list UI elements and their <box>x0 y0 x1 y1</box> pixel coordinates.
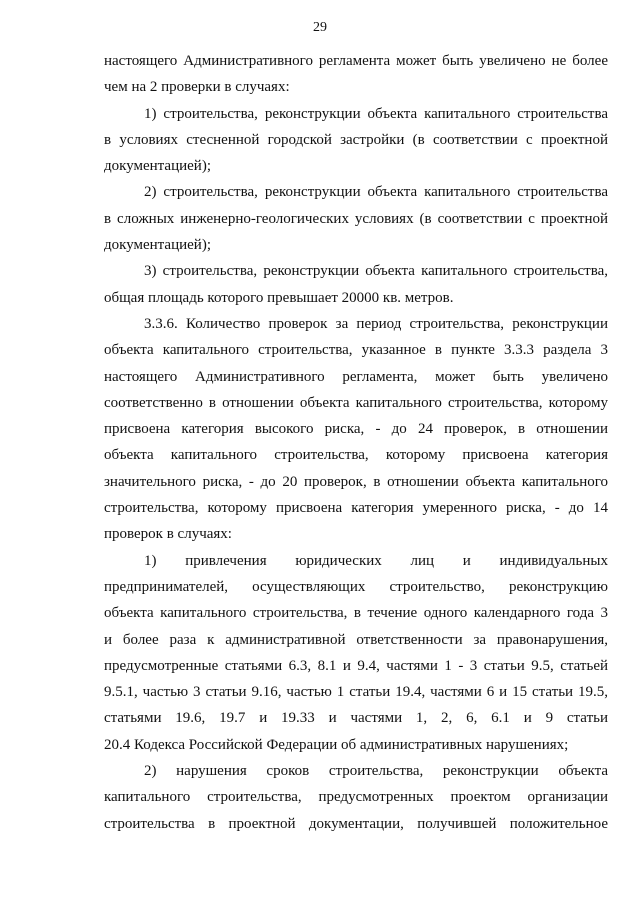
text-line: 3.3.6. Количество проверок за период строительства, реконструкции <box>144 315 608 332</box>
text-line: объекта капитального строительства, указанное в пункте 3.3.3 раздела 3 <box>104 342 608 359</box>
text-line: присвоена категория высокого риска, - до 24 проверок, в отношении <box>104 421 608 438</box>
text-line: проверок в случаях: <box>104 526 232 543</box>
text-line: соответственно в отношении объекта капитального строительства, которому <box>104 394 608 411</box>
document-body <box>104 48 608 837</box>
text-line: документацией); <box>104 237 211 254</box>
text-line: статьями 19.6, 19.7 и 19.33 и частями 1, 2, 6, 6.1 и 9 статьи <box>104 710 608 727</box>
text-line: объекта капитального строительства, в течение одного календарного года 3 <box>104 605 608 622</box>
text-line: 1) привлечения юридических лиц и индивидуальных <box>144 552 608 569</box>
text-line: в сложных инженерно-геологических условиях (в соответствии с проектной <box>104 210 608 227</box>
text-line: предпринимателей, осуществляющих строительство, реконструкцию <box>104 578 608 595</box>
text-line: 2) нарушения сроков строительства, реконструкции объекта <box>144 763 608 780</box>
text-line: общая площадь которого превышает 20000 кв. метров. <box>104 289 454 306</box>
page-number: 29 <box>313 20 327 35</box>
text-line: предусмотренные статьями 6.3, 8.1 и 9.4, частями 1 - 3 статьи 9.5, статьей <box>104 657 608 674</box>
text-line: 1) строительства, реконструкции объекта капитального строительства <box>144 105 608 122</box>
text-line: документацией); <box>104 158 211 175</box>
text-line: 2) строительства, реконструкции объекта капитального строительства <box>144 184 608 201</box>
text-line: строительства, которому присвоена категория умеренного риска, - до 14 <box>104 500 608 517</box>
text-line: значительного риска, - до 20 проверок, в отношении объекта капитального <box>104 473 608 490</box>
text-line: строительства в проектной документации, получившей положительное <box>104 815 608 832</box>
text-line: 20.4 Кодекса Российской Федерации об административных нарушениях; <box>104 736 569 753</box>
text-line: настоящего Административного регламента, может быть увеличено <box>104 368 608 385</box>
text-line: чем на 2 проверки в случаях: <box>104 79 290 96</box>
text-line: настоящего Административного регламента может быть увеличено не более <box>104 53 608 69</box>
text-line: в условиях стесненной городской застройки (в соответствии с проектной <box>104 131 608 148</box>
text-line: 3) строительства, реконструкции объекта капитального строительства, <box>144 263 608 280</box>
text-line: 9.5.1, частью 3 статьи 9.16, частью 1 статьи 19.4, частями 6 и 15 статьи 19.5, <box>104 684 608 701</box>
text-line: объекта капитального строительства, которому присвоена категория <box>104 447 608 464</box>
text-line: капитального строительства, предусмотренных проектом организации <box>104 789 608 806</box>
text-line: и более раза к административной ответственности за правонарушения, <box>104 631 608 648</box>
